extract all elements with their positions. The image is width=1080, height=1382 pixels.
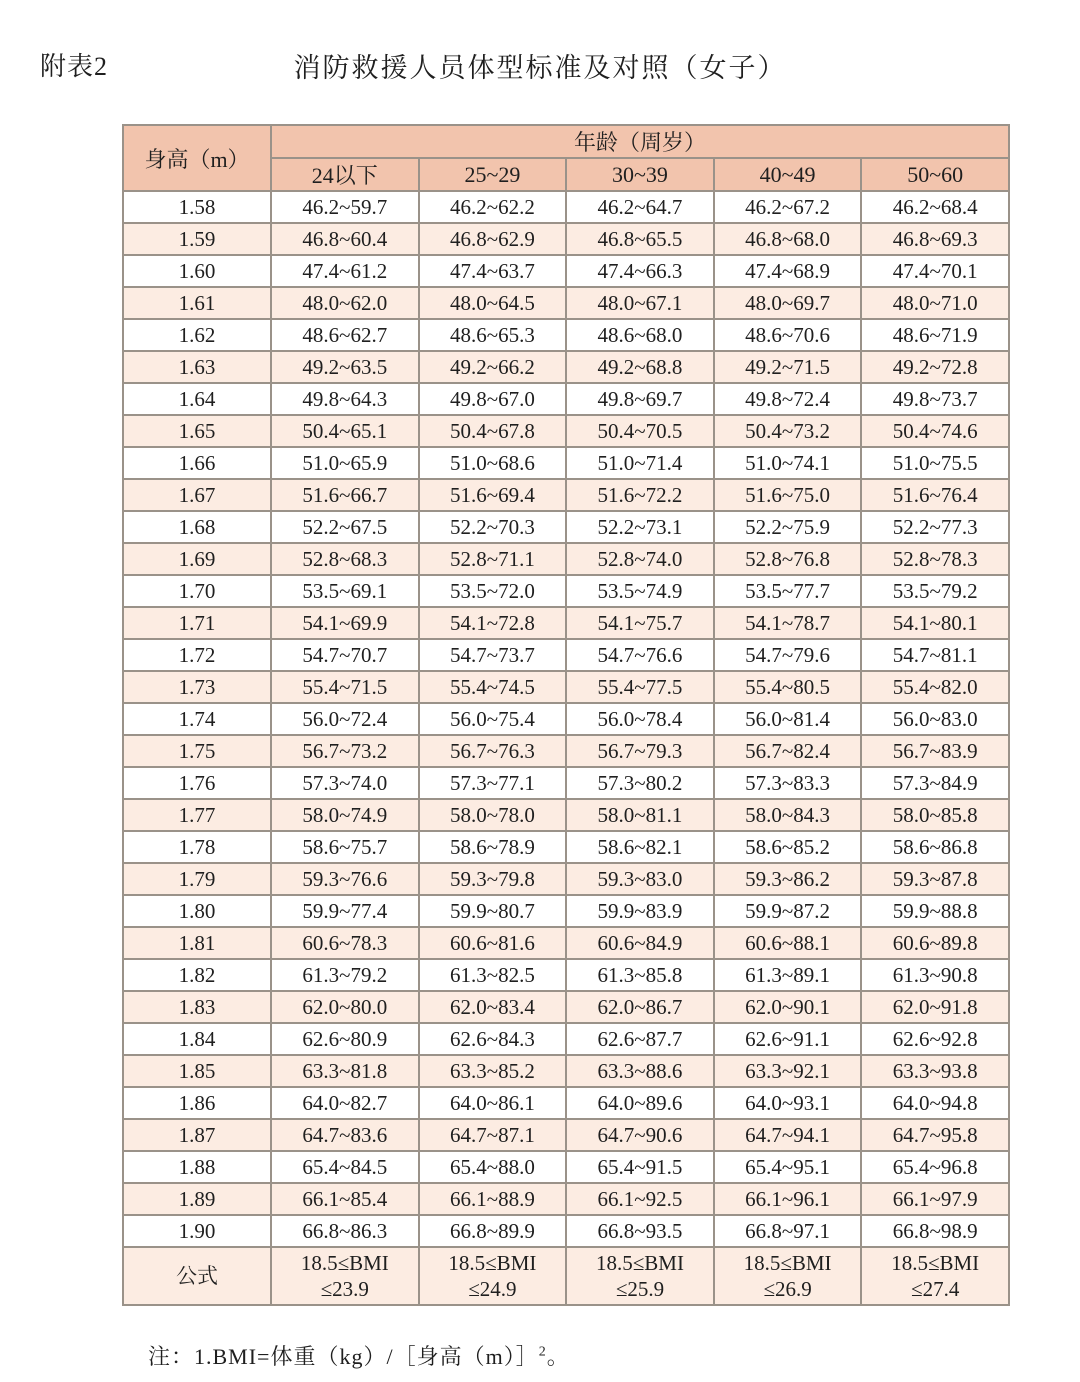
weight-range-cell: 65.4~88.0 <box>419 1151 567 1183</box>
weight-range-cell: 48.0~69.7 <box>714 287 862 319</box>
weight-range-cell: 48.6~71.9 <box>861 319 1009 351</box>
weight-range-cell: 61.3~85.8 <box>566 959 714 991</box>
height-cell: 1.62 <box>123 319 271 351</box>
weight-range-cell: 52.8~76.8 <box>714 543 862 575</box>
header-row-age-group <box>123 125 1009 158</box>
weight-range-cell: 47.4~70.1 <box>861 255 1009 287</box>
weight-range-cell: 51.0~65.9 <box>271 447 419 479</box>
weight-range-cell: 63.3~88.6 <box>566 1055 714 1087</box>
weight-range-cell: 51.6~66.7 <box>271 479 419 511</box>
weight-range-cell: 51.0~68.6 <box>419 447 567 479</box>
weight-range-cell: 46.8~65.5 <box>566 223 714 255</box>
weight-range-cell: 63.3~92.1 <box>714 1055 862 1087</box>
height-cell: 1.79 <box>123 863 271 895</box>
weight-range-cell: 51.6~72.2 <box>566 479 714 511</box>
weight-range-cell: 52.2~70.3 <box>419 511 567 543</box>
weight-range-cell: 52.2~77.3 <box>861 511 1009 543</box>
weight-range-cell: 46.8~69.3 <box>861 223 1009 255</box>
weight-range-cell: 49.8~67.0 <box>419 383 567 415</box>
table-row <box>123 1023 1009 1055</box>
weight-range-cell: 64.0~89.6 <box>566 1087 714 1119</box>
weight-range-cell: 58.0~74.9 <box>271 799 419 831</box>
height-cell: 1.87 <box>123 1119 271 1151</box>
weight-range-cell: 66.1~88.9 <box>419 1183 567 1215</box>
weight-range-cell: 52.8~68.3 <box>271 543 419 575</box>
weight-range-cell: 54.1~75.7 <box>566 607 714 639</box>
table-row <box>123 1055 1009 1087</box>
height-cell: 1.74 <box>123 703 271 735</box>
footnote-text: 注：1.BMI=体重（kg）/［身高（m）］ <box>148 1344 539 1369</box>
weight-range-cell: 61.3~79.2 <box>271 959 419 991</box>
age-column-header: 30~39 <box>566 158 714 191</box>
weight-range-cell: 63.3~85.2 <box>419 1055 567 1087</box>
height-cell: 1.58 <box>123 191 271 223</box>
weight-range-cell: 60.6~88.1 <box>714 927 862 959</box>
formula-cell <box>271 1247 419 1305</box>
formula-cell <box>714 1247 862 1305</box>
weight-range-cell: 54.7~70.7 <box>271 639 419 671</box>
weight-range-cell: 64.0~86.1 <box>419 1087 567 1119</box>
weight-range-cell: 56.7~83.9 <box>861 735 1009 767</box>
formula-cell <box>861 1247 1009 1305</box>
table-row <box>123 607 1009 639</box>
weight-range-cell: 63.3~93.8 <box>861 1055 1009 1087</box>
weight-range-cell: 51.0~75.5 <box>861 447 1009 479</box>
height-cell: 1.66 <box>123 447 271 479</box>
weight-range-cell: 46.8~68.0 <box>714 223 862 255</box>
table-row <box>123 255 1009 287</box>
weight-range-cell: 52.8~74.0 <box>566 543 714 575</box>
age-column-header: 50~60 <box>861 158 1009 191</box>
weight-range-cell: 64.7~87.1 <box>419 1119 567 1151</box>
weight-range-cell: 56.0~72.4 <box>271 703 419 735</box>
table-row <box>123 319 1009 351</box>
weight-range-cell: 66.1~92.5 <box>566 1183 714 1215</box>
weight-range-cell: 47.4~61.2 <box>271 255 419 287</box>
weight-range-cell: 65.4~95.1 <box>714 1151 862 1183</box>
weight-range-cell: 46.8~60.4 <box>271 223 419 255</box>
document-header <box>0 0 1080 82</box>
weight-range-cell: 48.6~62.7 <box>271 319 419 351</box>
weight-range-cell: 49.2~66.2 <box>419 351 567 383</box>
weight-range-cell: 62.0~90.1 <box>714 991 862 1023</box>
weight-range-cell: 46.2~59.7 <box>271 191 419 223</box>
weight-range-cell: 48.0~67.1 <box>566 287 714 319</box>
weight-range-cell: 53.5~69.1 <box>271 575 419 607</box>
table-row <box>123 767 1009 799</box>
weight-range-cell: 55.4~80.5 <box>714 671 862 703</box>
weight-range-cell: 48.0~64.5 <box>419 287 567 319</box>
weight-range-cell: 62.6~87.7 <box>566 1023 714 1055</box>
weight-range-cell: 48.6~70.6 <box>714 319 862 351</box>
weight-range-cell: 46.2~62.2 <box>419 191 567 223</box>
height-cell: 1.75 <box>123 735 271 767</box>
age-group-header: 年龄（周岁） <box>271 125 1009 158</box>
weight-range-cell: 56.7~79.3 <box>566 735 714 767</box>
table-row <box>123 543 1009 575</box>
weight-range-cell: 53.5~77.7 <box>714 575 862 607</box>
weight-range-cell: 62.0~80.0 <box>271 991 419 1023</box>
formula-cell <box>419 1247 567 1305</box>
height-cell: 1.76 <box>123 767 271 799</box>
bmi-standards-table <box>122 124 1010 1306</box>
table-row <box>123 831 1009 863</box>
weight-range-cell: 49.2~72.8 <box>861 351 1009 383</box>
weight-range-cell: 58.0~85.8 <box>861 799 1009 831</box>
weight-range-cell: 66.1~85.4 <box>271 1183 419 1215</box>
weight-range-cell: 54.7~73.7 <box>419 639 567 671</box>
weight-range-cell: 60.6~84.9 <box>566 927 714 959</box>
weight-range-cell: 61.3~90.8 <box>861 959 1009 991</box>
weight-range-cell: 64.7~90.6 <box>566 1119 714 1151</box>
table-row <box>123 671 1009 703</box>
weight-range-cell: 46.8~62.9 <box>419 223 567 255</box>
weight-range-cell: 54.7~76.6 <box>566 639 714 671</box>
weight-range-cell: 64.7~83.6 <box>271 1119 419 1151</box>
weight-range-cell: 59.3~76.6 <box>271 863 419 895</box>
weight-range-cell: 55.4~74.5 <box>419 671 567 703</box>
formula-line-2: ≤27.4 <box>911 1277 960 1301</box>
footnote-end: 。 <box>546 1344 570 1369</box>
table-row <box>123 1151 1009 1183</box>
age-column-header: 24以下 <box>271 158 419 191</box>
height-cell: 1.89 <box>123 1183 271 1215</box>
table-row <box>123 1087 1009 1119</box>
table-row <box>123 287 1009 319</box>
weight-range-cell: 56.7~82.4 <box>714 735 862 767</box>
weight-range-cell: 61.3~82.5 <box>419 959 567 991</box>
weight-range-cell: 59.9~83.9 <box>566 895 714 927</box>
weight-range-cell: 51.0~71.4 <box>566 447 714 479</box>
weight-range-cell: 57.3~74.0 <box>271 767 419 799</box>
weight-range-cell: 58.6~85.2 <box>714 831 862 863</box>
footnote-superscript: 2 <box>538 1344 547 1360</box>
weight-range-cell: 57.3~83.3 <box>714 767 862 799</box>
weight-range-cell: 62.0~83.4 <box>419 991 567 1023</box>
table-row <box>123 223 1009 255</box>
table-body <box>123 191 1009 1305</box>
weight-range-cell: 48.0~62.0 <box>271 287 419 319</box>
weight-range-cell: 64.7~94.1 <box>714 1119 862 1151</box>
height-cell: 1.71 <box>123 607 271 639</box>
weight-range-cell: 66.8~98.9 <box>861 1215 1009 1247</box>
table-row <box>123 1119 1009 1151</box>
weight-range-cell: 46.2~64.7 <box>566 191 714 223</box>
weight-range-cell: 58.6~78.9 <box>419 831 567 863</box>
weight-range-cell: 49.8~64.3 <box>271 383 419 415</box>
weight-range-cell: 61.3~89.1 <box>714 959 862 991</box>
weight-range-cell: 46.2~68.4 <box>861 191 1009 223</box>
table-row <box>123 991 1009 1023</box>
height-cell: 1.84 <box>123 1023 271 1055</box>
weight-range-cell: 64.7~95.8 <box>861 1119 1009 1151</box>
weight-range-cell: 53.5~79.2 <box>861 575 1009 607</box>
weight-range-cell: 49.2~71.5 <box>714 351 862 383</box>
weight-range-cell: 57.3~80.2 <box>566 767 714 799</box>
height-cell: 1.59 <box>123 223 271 255</box>
weight-range-cell: 55.4~71.5 <box>271 671 419 703</box>
table-row <box>123 1215 1009 1247</box>
weight-range-cell: 58.0~81.1 <box>566 799 714 831</box>
weight-range-cell: 48.6~68.0 <box>566 319 714 351</box>
weight-range-cell: 57.3~77.1 <box>419 767 567 799</box>
weight-range-cell: 49.2~68.8 <box>566 351 714 383</box>
table-row <box>123 191 1009 223</box>
weight-range-cell: 50.4~70.5 <box>566 415 714 447</box>
weight-range-cell: 64.0~93.1 <box>714 1087 862 1119</box>
table-row <box>123 703 1009 735</box>
weight-range-cell: 59.9~77.4 <box>271 895 419 927</box>
page-title: 消防救援人员体型标准及对照（女子） <box>293 53 787 83</box>
height-cell: 1.77 <box>123 799 271 831</box>
height-cell: 1.64 <box>123 383 271 415</box>
weight-range-cell: 60.6~81.6 <box>419 927 567 959</box>
height-cell: 1.78 <box>123 831 271 863</box>
height-cell: 1.86 <box>123 1087 271 1119</box>
weight-range-cell: 54.1~80.1 <box>861 607 1009 639</box>
weight-range-cell: 51.6~75.0 <box>714 479 862 511</box>
weight-range-cell: 51.6~76.4 <box>861 479 1009 511</box>
weight-range-cell: 62.0~86.7 <box>566 991 714 1023</box>
height-cell: 1.70 <box>123 575 271 607</box>
formula-line-2: ≤23.9 <box>320 1277 369 1301</box>
formula-line-1: 18.5≤BMI <box>448 1251 537 1275</box>
table-row <box>123 447 1009 479</box>
weight-range-cell: 54.1~72.8 <box>419 607 567 639</box>
weight-range-cell: 58.0~78.0 <box>419 799 567 831</box>
height-cell: 1.81 <box>123 927 271 959</box>
table-row <box>123 383 1009 415</box>
table-label: 附表2 <box>40 52 109 81</box>
weight-range-cell: 48.0~71.0 <box>861 287 1009 319</box>
weight-range-cell: 50.4~65.1 <box>271 415 419 447</box>
weight-range-cell: 58.0~84.3 <box>714 799 862 831</box>
weight-range-cell: 46.2~67.2 <box>714 191 862 223</box>
weight-range-cell: 54.1~69.9 <box>271 607 419 639</box>
weight-range-cell: 59.3~79.8 <box>419 863 567 895</box>
height-cell: 1.65 <box>123 415 271 447</box>
table-row <box>123 735 1009 767</box>
weight-range-cell: 60.6~89.8 <box>861 927 1009 959</box>
weight-range-cell: 49.8~73.7 <box>861 383 1009 415</box>
footnote <box>148 1340 1080 1371</box>
formula-line-1: 18.5≤BMI <box>891 1251 980 1275</box>
weight-range-cell: 51.6~69.4 <box>419 479 567 511</box>
weight-range-cell: 54.7~79.6 <box>714 639 862 671</box>
weight-range-cell: 66.1~97.9 <box>861 1183 1009 1215</box>
weight-range-cell: 53.5~74.9 <box>566 575 714 607</box>
weight-range-cell: 53.5~72.0 <box>419 575 567 607</box>
weight-range-cell: 52.2~67.5 <box>271 511 419 543</box>
height-cell: 1.67 <box>123 479 271 511</box>
weight-range-cell: 62.6~80.9 <box>271 1023 419 1055</box>
weight-range-cell: 62.6~91.1 <box>714 1023 862 1055</box>
weight-range-cell: 59.9~80.7 <box>419 895 567 927</box>
weight-range-cell: 52.2~73.1 <box>566 511 714 543</box>
weight-range-cell: 49.8~72.4 <box>714 383 862 415</box>
weight-range-cell: 59.3~83.0 <box>566 863 714 895</box>
weight-range-cell: 47.4~68.9 <box>714 255 862 287</box>
weight-range-cell: 58.6~86.8 <box>861 831 1009 863</box>
formula-label-cell: 公式 <box>123 1247 271 1305</box>
height-cell: 1.73 <box>123 671 271 703</box>
weight-range-cell: 66.8~97.1 <box>714 1215 862 1247</box>
table-header <box>123 125 1009 191</box>
weight-range-cell: 56.7~76.3 <box>419 735 567 767</box>
height-cell: 1.61 <box>123 287 271 319</box>
weight-range-cell: 49.2~63.5 <box>271 351 419 383</box>
age-column-header: 40~49 <box>714 158 862 191</box>
formula-line-1: 18.5≤BMI <box>743 1251 832 1275</box>
weight-range-cell: 57.3~84.9 <box>861 767 1009 799</box>
weight-range-cell: 55.4~82.0 <box>861 671 1009 703</box>
table-row <box>123 415 1009 447</box>
weight-range-cell: 65.4~91.5 <box>566 1151 714 1183</box>
table-row <box>123 863 1009 895</box>
weight-range-cell: 47.4~63.7 <box>419 255 567 287</box>
height-cell: 1.82 <box>123 959 271 991</box>
formula-cell <box>566 1247 714 1305</box>
height-cell: 1.72 <box>123 639 271 671</box>
height-cell: 1.88 <box>123 1151 271 1183</box>
weight-range-cell: 66.1~96.1 <box>714 1183 862 1215</box>
weight-range-cell: 62.6~92.8 <box>861 1023 1009 1055</box>
formula-line-1: 18.5≤BMI <box>596 1251 684 1275</box>
weight-range-cell: 65.4~84.5 <box>271 1151 419 1183</box>
height-cell: 1.80 <box>123 895 271 927</box>
weight-range-cell: 66.8~86.3 <box>271 1215 419 1247</box>
table-row <box>123 351 1009 383</box>
weight-range-cell: 59.9~87.2 <box>714 895 862 927</box>
weight-range-cell: 59.9~88.8 <box>861 895 1009 927</box>
formula-line-2: ≤26.9 <box>763 1277 812 1301</box>
weight-range-cell: 60.6~78.3 <box>271 927 419 959</box>
height-cell: 1.85 <box>123 1055 271 1087</box>
table-row <box>123 575 1009 607</box>
weight-range-cell: 58.6~82.1 <box>566 831 714 863</box>
weight-range-cell: 52.8~78.3 <box>861 543 1009 575</box>
table-row <box>123 479 1009 511</box>
table-row <box>123 959 1009 991</box>
formula-line-2: ≤25.9 <box>615 1277 665 1301</box>
weight-range-cell: 50.4~67.8 <box>419 415 567 447</box>
weight-range-cell: 56.0~75.4 <box>419 703 567 735</box>
weight-range-cell: 66.8~93.5 <box>566 1215 714 1247</box>
weight-range-cell: 50.4~74.6 <box>861 415 1009 447</box>
weight-range-cell: 63.3~81.8 <box>271 1055 419 1087</box>
table-row <box>123 895 1009 927</box>
weight-range-cell: 62.6~84.3 <box>419 1023 567 1055</box>
weight-range-cell: 58.6~75.7 <box>271 831 419 863</box>
weight-range-cell: 56.7~73.2 <box>271 735 419 767</box>
age-column-header: 25~29 <box>419 158 567 191</box>
weight-range-cell: 65.4~96.8 <box>861 1151 1009 1183</box>
weight-range-cell: 51.0~74.1 <box>714 447 862 479</box>
weight-range-cell: 54.7~81.1 <box>861 639 1009 671</box>
table-row <box>123 511 1009 543</box>
table-row <box>123 799 1009 831</box>
weight-range-cell: 48.6~65.3 <box>419 319 567 351</box>
weight-range-cell: 62.0~91.8 <box>861 991 1009 1023</box>
formula-line-1: 18.5≤BMI <box>300 1251 389 1275</box>
height-cell: 1.60 <box>123 255 271 287</box>
weight-range-cell: 56.0~81.4 <box>714 703 862 735</box>
height-cell: 1.83 <box>123 991 271 1023</box>
weight-range-cell: 47.4~66.3 <box>566 255 714 287</box>
weight-range-cell: 64.0~82.7 <box>271 1087 419 1119</box>
table-row <box>123 639 1009 671</box>
height-cell: 1.69 <box>123 543 271 575</box>
weight-range-cell: 50.4~73.2 <box>714 415 862 447</box>
weight-range-cell: 56.0~78.4 <box>566 703 714 735</box>
table-row <box>123 1183 1009 1215</box>
weight-range-cell: 59.3~87.8 <box>861 863 1009 895</box>
height-cell: 1.68 <box>123 511 271 543</box>
weight-range-cell: 52.2~75.9 <box>714 511 862 543</box>
weight-range-cell: 54.1~78.7 <box>714 607 862 639</box>
table-row <box>123 927 1009 959</box>
weight-range-cell: 56.0~83.0 <box>861 703 1009 735</box>
formula-line-2: ≤24.9 <box>468 1277 517 1301</box>
weight-range-cell: 59.3~86.2 <box>714 863 862 895</box>
weight-range-cell: 52.8~71.1 <box>419 543 567 575</box>
height-column-header: 身高（m） <box>123 125 271 191</box>
weight-range-cell: 55.4~77.5 <box>566 671 714 703</box>
weight-range-cell: 66.8~89.9 <box>419 1215 567 1247</box>
formula-row <box>123 1247 1009 1305</box>
height-cell: 1.90 <box>123 1215 271 1247</box>
weight-range-cell: 49.8~69.7 <box>566 383 714 415</box>
weight-range-cell: 64.0~94.8 <box>861 1087 1009 1119</box>
height-cell: 1.63 <box>123 351 271 383</box>
